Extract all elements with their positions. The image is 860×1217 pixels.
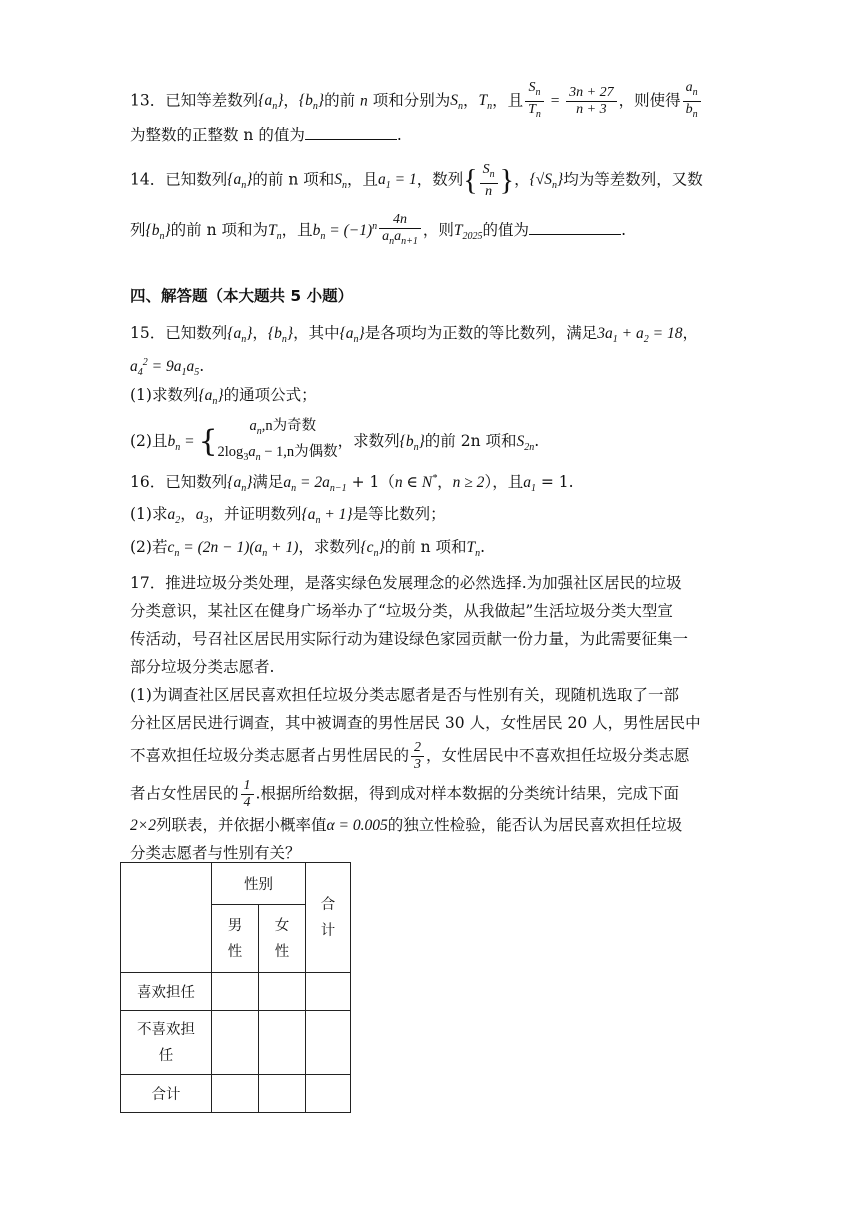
q16-line1: 16．已知数列$\{a_n\}$满足$a_n = 2a_{n-1} + 1(n$ ∈ N*，n ≥ 2），且$a_1 = 1$. [130,473,574,495]
q15-part1: (1)求数列$\{a_n\}$的通项公式； [130,386,317,408]
table-header-female: 女 性 [259,905,306,973]
q17-line1: 17．推进垃圾分类处理，是落实绿色发展理念的必然选择.为加强社区居民的垃圾 [130,574,682,592]
q14-line1: 14．已知数列$\{a_n\}$的前 n 项和$S_n$，且$a_1 = 1$，数列{ $\frac{S_n}{n}$ }，$\{√S_n\}$均为等差数列，又数 [130,162,703,199]
q17-line2: 分类意识，某社区在健身广场举办了“垃圾分类，从我做起”生活垃圾分类大型宣 [130,602,673,620]
fraction-one-quarter: $\frac{1}{4}$ [241,778,254,811]
answer-blank-13 [305,125,397,140]
fraction-two-thirds: $\frac{2}{3}$ [411,740,424,773]
fraction-an-bn: $\frac{a_n}{b_n}$ [683,80,701,123]
table-cell [259,1075,306,1113]
table-cell [259,1011,306,1075]
table-cell [212,1011,259,1075]
q16-part1: (1)求$a_2$，$a_3$，并证明数列$\{a_n + 1\}$是等比数列； [130,505,446,527]
q15-line1: 15．已知数列$\{a_n\}$，$\{b_n\}$，其中$\{a_n\}$是各项均为正数的等比数列，满足$3a_1 + a_2 = 18$， [130,324,698,346]
table-header-gender: 性别 [212,863,306,905]
table-cell [306,1011,351,1075]
table-row-total: 合计 [121,1075,212,1113]
table-cell [212,1075,259,1113]
table-row-like: 喜欢担任 [121,973,212,1011]
q15-line2: $a_4^2 = 9a_1a_5$. [130,357,205,379]
table-header-total: 合 计 [306,863,351,973]
q13-line1: 13．已知等差数列$\{a_n\}$，$\{b_n\}$的前 n 项和分别为$S_n$，$T_n$，且 $\frac{S_n}{T_n}$ = $\frac{3n + 27}{n + 3}$ ，则使得 $\frac{a_n}{b_n}$ [130,80,703,123]
table-cell [306,1075,351,1113]
section-heading: 四、解答题（本大题共 5 小题） [130,287,354,305]
contingency-table [120,862,351,1113]
q13-line2: 为整数的正整数 n 的值为 . [130,126,402,144]
q17-line5: (1)为调查社区居民喜欢担任垃圾分类志愿者是否与性别有关，现随机选取了一部 [130,686,679,704]
table-corner-cell [121,863,212,973]
q17-line4: 部分垃圾分类志愿者. [130,658,275,676]
table-cell [259,973,306,1011]
fraction-sn-tn: $\frac{S_n}{T_n}$ [525,80,544,123]
q17-line9: 2×2列联表，并依据小概率值α = 0.005的独立性检验，能否认为居民喜欢担任垃圾 [130,816,683,834]
fraction-3n27: $\frac{3n + 27}{n + 3}$ [566,85,616,118]
q17-line6: 分社区居民进行调查，其中被调查的男性居民 30 人，女性居民 20 人，男性居民中 [130,714,701,732]
table-row-dislike: 不喜欢担 任 [121,1011,212,1075]
q17-line8: 者占女性居民的 $\frac{1}{4}$ .根据所给数据，得到成对样本数据的分类统计结果，完成下面 [130,778,679,810]
table-header-male: 男 性 [212,905,259,973]
table-cell [306,973,351,1011]
fraction-4n: $\frac{4n}{a_na_{n+1}}$ [379,212,421,250]
q17-line3: 传活动，号召社区居民用实际行动为建设绿色家园贡献一份力量，为此需要征集一 [130,630,689,648]
table-cell [212,973,259,1011]
q17-line10: 分类志愿者与性别有关？ [130,844,301,862]
q17-line7: 不喜欢担任垃圾分类志愿者占男性居民的 $\frac{2}{3}$ ，女性居民中不喜欢担任垃圾分类志愿 [130,740,690,772]
q16-part2: (2)若$c_n = (2n - 1)(a_n + 1)$，求数列$\{c_n\}$的前 n 项和$T_n$. [130,538,486,560]
answer-blank-14 [529,220,621,235]
q14-line2: 列$\{b_n\}$的前 n 项和为$T_n$，且$b_n = (-1)^n$ $\frac{4n}{a_na_{n+1}}$ ，则$T_{2025}$的值为 . [130,212,626,250]
q15-part2: (2)且$b_n$ = { $a_n,n$为奇数 $2\log_3a_n - 1,n$为偶数 ，求数列$\{b_n\}$的前 2n 项和$S_{2n}$. [130,418,540,463]
